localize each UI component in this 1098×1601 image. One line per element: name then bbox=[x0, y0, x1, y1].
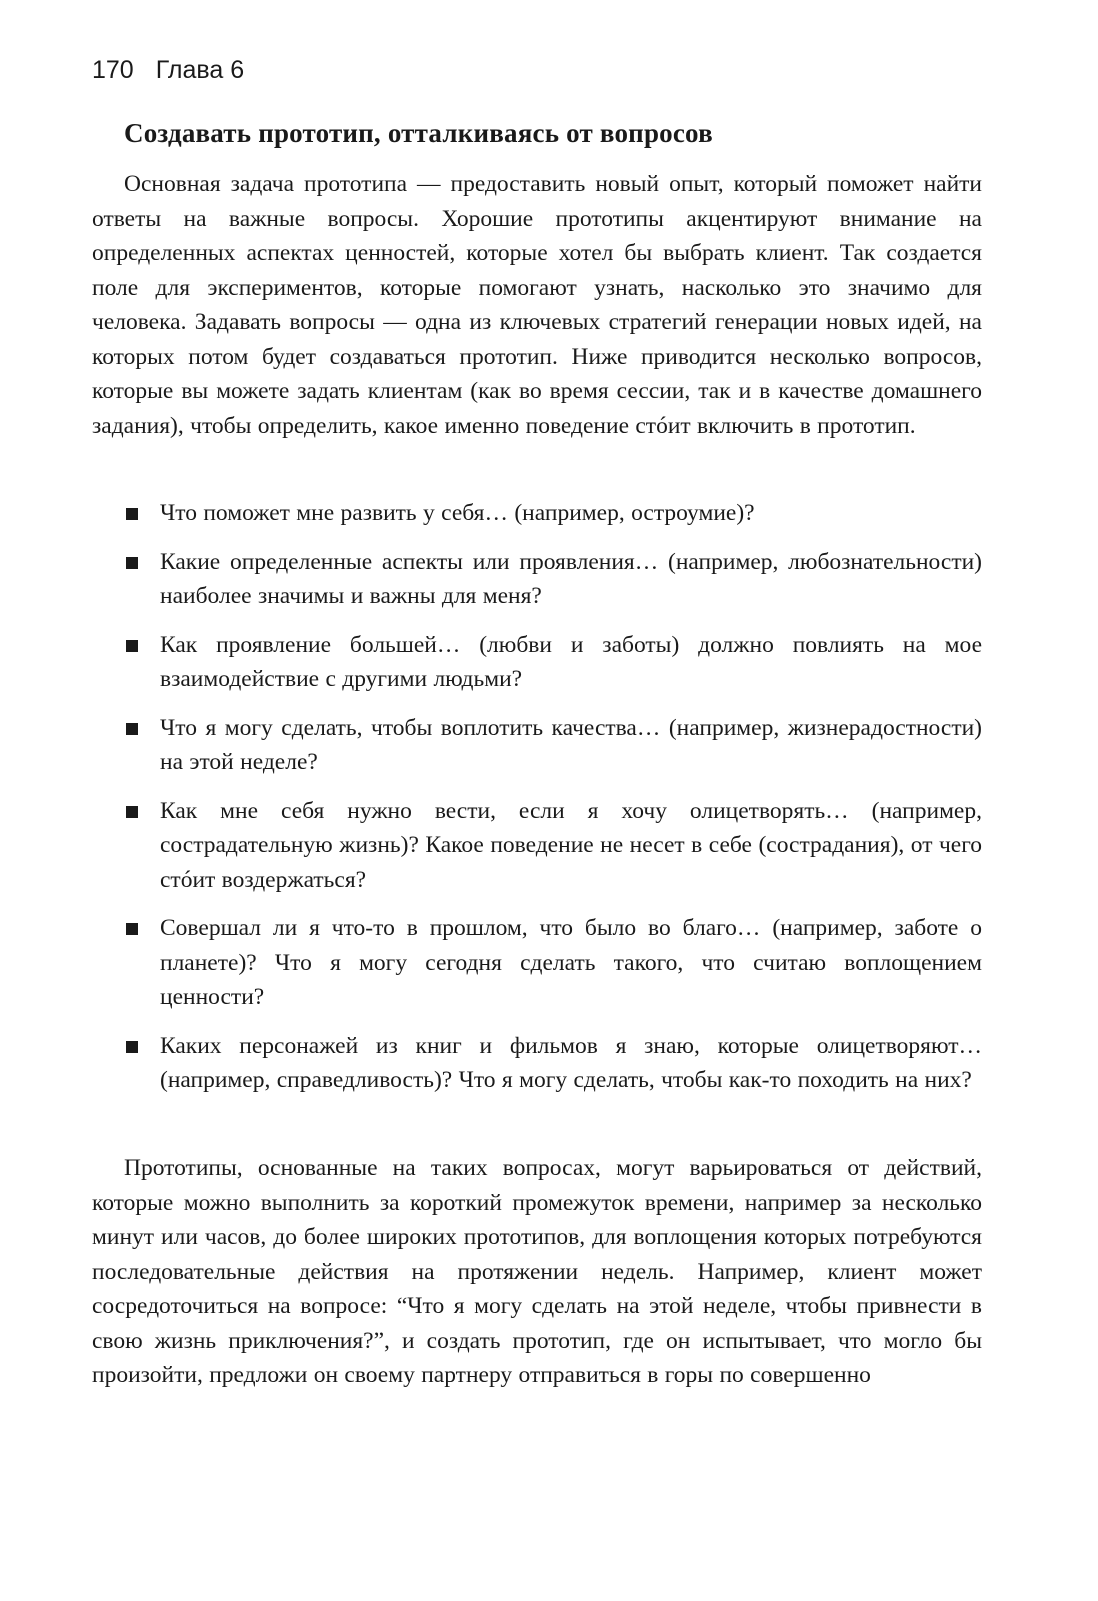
square-bullet-icon bbox=[126, 723, 138, 735]
list-item bbox=[124, 496, 982, 531]
square-bullet-icon bbox=[126, 508, 138, 520]
chapter-label: Глава 6 bbox=[155, 56, 245, 84]
body-paragraph-2: Прототипы, основанные на таких вопросах, могут варьироваться от действий, которые можно выполнить за короткий промежуток времени, например за несколько минут или часов, до более широких прототипов, для воплощения которых потребуются последовательные действия на протяжении недель. Например, клиент может сосредоточиться на вопросе: “Что я могу сделать на этой неделе, чтобы привнести в свою жизнь приключения?”, и создать прототип, где он испытывает, что могло бы произойти, предложи он своему партнеру отправиться в горы по совершенно bbox=[92, 1155, 982, 1388]
list-item bbox=[124, 545, 982, 614]
list-item bbox=[124, 911, 982, 1015]
list-item-text: Как мне себя нужно вести, если я хочу олицетворять… (например, сострадательную жизнь)? Какое поведение не несет в себе (сострадания), от чего стóит воздержаться? bbox=[160, 797, 982, 893]
list-item bbox=[124, 628, 982, 697]
list-item-text: Какие определенные аспекты или проявления… (например, любознательности) наиболее значимы и важны для меня? bbox=[160, 548, 982, 609]
list-item-text: Совершал ли я что-то в прошлом, что было во благо… (например, заботе о планете)? Что я могу сегодня сделать такого, что считаю воплощением ценности? bbox=[160, 915, 982, 1010]
list-item-text: Что я могу сделать, чтобы воплотить качества… (например, жизнерадостности) на этой неделе? bbox=[160, 714, 982, 775]
square-bullet-icon bbox=[126, 557, 138, 569]
list-item bbox=[124, 711, 982, 780]
page-number: 170 bbox=[92, 56, 134, 84]
list-item-text: Каких персонажей из книг и фильмов я знаю, которые олицетворяют… (например, справедливость)? Что я могу сделать, чтобы как-то походить на них? bbox=[160, 1032, 982, 1093]
list-item-text: Как проявление большей… (любви и заботы) должно повлиять на мое взаимодействие с другими людьми? bbox=[160, 631, 982, 692]
square-bullet-icon bbox=[126, 806, 138, 818]
square-bullet-icon bbox=[126, 640, 138, 652]
section-title: Создавать прототип, отталкиваясь от вопросов bbox=[124, 118, 713, 148]
list-item-text: Что поможет мне развить у себя… (например, остроумие)? bbox=[160, 500, 755, 526]
list-item bbox=[124, 794, 982, 898]
running-head bbox=[92, 52, 244, 88]
question-list bbox=[124, 496, 982, 1112]
square-bullet-icon bbox=[126, 1041, 138, 1053]
square-bullet-icon bbox=[126, 923, 138, 935]
body-paragraph-1: Основная задача прототипа — предоставить новый опыт, который поможет найти ответы на важные вопросы. Хорошие прототипы акцентируют внимание на определенных аспектах ценностей, которые хотел бы выбрать клиент. Так создается поле для экспериментов, которые помогают узнать, насколько это значимо для человека. Задавать вопросы — одна из ключевых стратегий генерации новых идей, на которых потом будет создаваться прототип. Ниже приводится несколько вопросов, которые вы можете задать клиентам (как во время сессии, так и в качестве домашнего задания), чтобы определить, какое именно поведение стóит включить в прототип. bbox=[92, 171, 982, 439]
list-item bbox=[124, 1029, 982, 1098]
